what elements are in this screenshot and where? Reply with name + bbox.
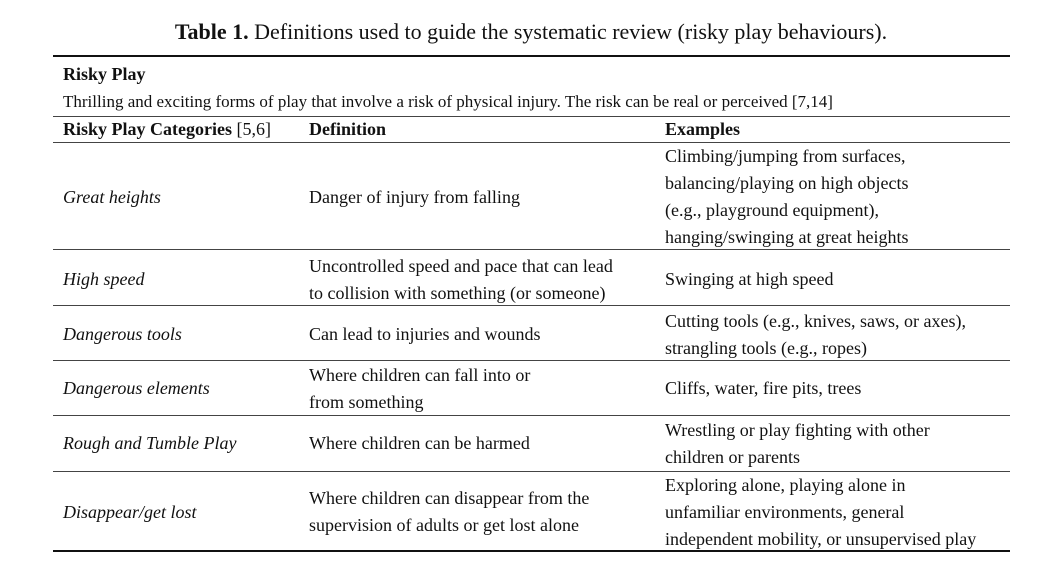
row-definition-line: supervision of adults or get lost alone xyxy=(309,515,579,535)
row-category: Dangerous tools xyxy=(63,324,182,344)
header-category-ref: [5,6] xyxy=(231,119,271,139)
row-definition-line: from something xyxy=(309,392,424,412)
row-category: High speed xyxy=(63,269,145,289)
bottom-rule xyxy=(53,550,1010,552)
row-divider xyxy=(53,360,1010,361)
row-example-line: hanging/swinging at great heights xyxy=(665,227,909,247)
row-category: Rough and Tumble Play xyxy=(63,433,237,453)
row-example-line: Climbing/jumping from surfaces, xyxy=(665,146,906,166)
row-divider xyxy=(53,249,1010,250)
header-category-label: Risky Play Categories xyxy=(63,119,232,139)
header-definition xyxy=(309,116,386,143)
caption-text: Definitions used to guide the systematic review (risky play behaviours). xyxy=(254,19,888,44)
row-definition-line: Where children can fall into or xyxy=(309,365,531,385)
row-definition-line: Where children can be harmed xyxy=(309,433,530,453)
row-definition-line: Can lead to injuries and wounds xyxy=(309,324,541,344)
row-example-line: unfamiliar environments, general xyxy=(665,502,905,522)
row-example-line: strangling tools (e.g., ropes) xyxy=(665,338,867,358)
row-category: Disappear/get lost xyxy=(63,502,197,522)
caption-label: Table 1. xyxy=(174,19,249,44)
row-example-line: independent mobility, or unsupervised play xyxy=(665,529,977,549)
header-examples xyxy=(665,116,740,143)
row-divider xyxy=(53,305,1010,306)
section-title: Risky Play xyxy=(63,64,146,84)
top-rule xyxy=(53,55,1010,57)
header-definition-label: Definition xyxy=(309,119,387,139)
row-example-line: Wrestling or play fighting with other xyxy=(665,420,930,440)
row-category: Great heights xyxy=(63,187,161,207)
row-category: Dangerous elements xyxy=(63,378,210,398)
row-definition-line: to collision with something (or someone) xyxy=(309,283,606,303)
section-definition: Thrilling and exciting forms of play that involve a risk of physical injury. The risk can be real or perceived [7,14] xyxy=(63,92,833,111)
row-definition-line: Uncontrolled speed and pace that can lead xyxy=(309,256,613,276)
row-example-line: (e.g., playground equipment), xyxy=(665,200,879,220)
header-category xyxy=(63,116,271,143)
row-divider xyxy=(53,415,1010,416)
table-caption xyxy=(0,17,1062,47)
row-example-line: Swinging at high speed xyxy=(665,269,834,289)
row-definition-line: Where children can disappear from the xyxy=(309,488,590,508)
header-examples-label: Examples xyxy=(665,119,741,139)
row-definition-line: Danger of injury from falling xyxy=(309,187,520,207)
row-example-line: Cutting tools (e.g., knives, saws, or axes), xyxy=(665,311,966,331)
row-example-line: Cliffs, water, fire pits, trees xyxy=(665,378,862,398)
row-example-line: Exploring alone, playing alone in xyxy=(665,475,906,495)
row-example-line: children or parents xyxy=(665,447,800,467)
row-example-line: balancing/playing on high objects xyxy=(665,173,909,193)
